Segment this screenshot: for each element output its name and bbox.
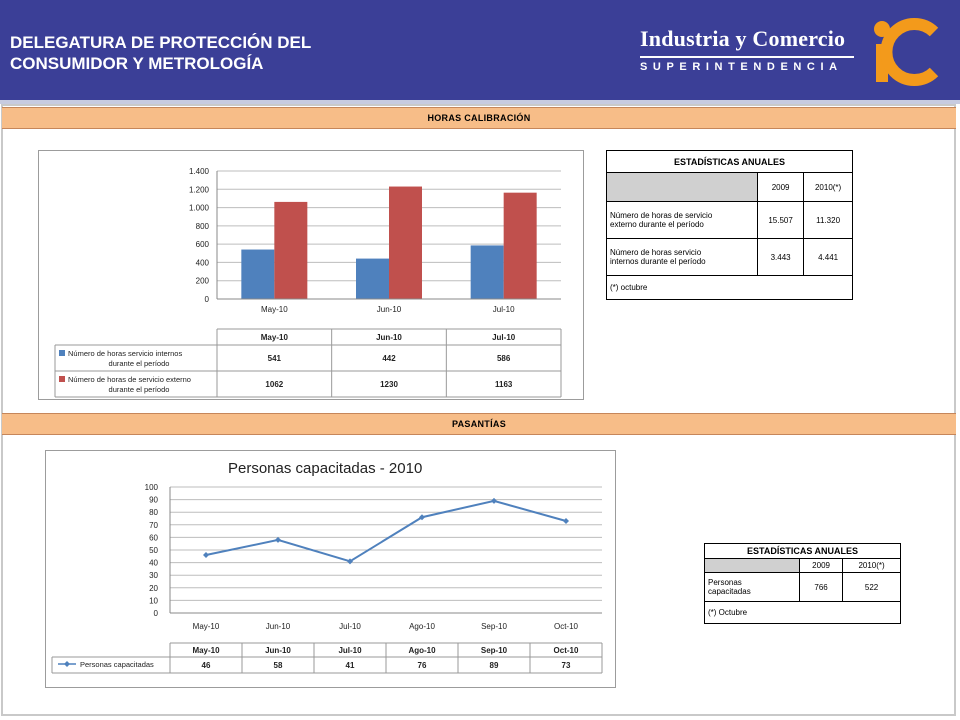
table-value-cell: 1230 bbox=[380, 380, 398, 389]
stats-row-label: Número de horas servicio internos durante el período bbox=[607, 239, 758, 276]
stats-col-2009: 2009 bbox=[758, 173, 804, 202]
stats-value: 11.320 bbox=[804, 202, 853, 239]
x-tick-label: Oct-10 bbox=[553, 622, 579, 631]
x-tick-label: May-10 bbox=[192, 622, 220, 631]
sic-logo-icon bbox=[868, 14, 940, 88]
y-tick-label: 100 bbox=[144, 483, 158, 492]
table-value-cell: 76 bbox=[417, 661, 427, 670]
stats-row-label: Número de horas de servicio externo durante el período bbox=[607, 202, 758, 239]
y-tick-label: 400 bbox=[195, 258, 209, 268]
table-header-cell: Jul-10 bbox=[492, 333, 516, 342]
section-bar-horas: HORAS CALIBRACIÓN bbox=[2, 107, 956, 129]
stats2-value: 766 bbox=[800, 573, 843, 602]
data-point bbox=[203, 552, 209, 558]
stats-table-annual-hours bbox=[606, 150, 853, 300]
legend-swatch bbox=[59, 350, 65, 356]
y-tick-label: 800 bbox=[195, 221, 209, 231]
stats-table-annual-people bbox=[704, 543, 901, 624]
legend-label: Número de horas servicio internos bbox=[68, 349, 183, 358]
title-line-2: CONSUMIDOR Y METROLOGÍA bbox=[10, 54, 264, 73]
table-header-cell: Ago-10 bbox=[408, 646, 436, 655]
legend-label: durante el período bbox=[108, 359, 170, 368]
brand-wordmark bbox=[640, 26, 860, 73]
table-value-cell: 41 bbox=[345, 661, 355, 670]
data-point bbox=[563, 518, 569, 524]
stats2-col-2010: 2010(*) bbox=[843, 559, 901, 573]
y-tick-label: 1.000 bbox=[188, 203, 209, 213]
y-tick-label: 80 bbox=[149, 508, 158, 518]
series-line bbox=[206, 501, 566, 561]
y-tick-label: 1.400 bbox=[188, 167, 209, 176]
y-tick-label: 1.200 bbox=[188, 185, 209, 195]
table-header-cell: Sep-10 bbox=[480, 646, 508, 655]
data-point bbox=[491, 498, 497, 504]
table-value-cell: 541 bbox=[267, 354, 282, 363]
table-value-cell: 586 bbox=[496, 354, 511, 363]
x-tick-label: Jul-10 bbox=[339, 622, 361, 631]
table-header-cell: Jun-10 bbox=[265, 646, 291, 655]
y-tick-label: 30 bbox=[149, 571, 158, 581]
x-tick-label: Jun-10 bbox=[265, 622, 291, 631]
bar bbox=[356, 259, 389, 299]
stats-note: (*) octubre bbox=[607, 276, 853, 300]
y-tick-label: 0 bbox=[204, 295, 209, 304]
title-line-1: DELEGATURA DE PROTECCIÓN DEL bbox=[10, 33, 312, 52]
bar bbox=[274, 202, 307, 299]
y-tick-label: 90 bbox=[149, 495, 158, 505]
line-chart bbox=[46, 451, 615, 687]
stats2-header-blank bbox=[705, 559, 800, 573]
table-header-cell: May-10 bbox=[260, 333, 288, 342]
stats-value: 4.441 bbox=[804, 239, 853, 276]
line-chart-title: Personas capacitadas - 2010 bbox=[228, 460, 423, 477]
y-tick-label: 600 bbox=[195, 240, 209, 250]
x-tick-label: Sep-10 bbox=[481, 622, 507, 631]
brand-line-1: Industria y Comercio bbox=[640, 26, 846, 51]
table-value-cell: 46 bbox=[201, 661, 211, 670]
table-value-cell: 73 bbox=[561, 661, 571, 670]
legend-marker bbox=[64, 661, 70, 667]
y-tick-label: 40 bbox=[149, 558, 158, 568]
x-tick-label: Ago-10 bbox=[409, 622, 435, 631]
legend-label: durante el período bbox=[108, 385, 170, 394]
y-tick-label: 200 bbox=[195, 276, 209, 286]
page-title bbox=[10, 32, 311, 74]
y-tick-label: 10 bbox=[149, 596, 158, 606]
y-tick-label: 0 bbox=[153, 609, 158, 618]
table-value-cell: 1062 bbox=[265, 380, 284, 389]
stats-value: 3.443 bbox=[758, 239, 804, 276]
bar bbox=[389, 187, 422, 299]
y-tick-label: 60 bbox=[149, 533, 158, 543]
y-tick-label: 20 bbox=[149, 583, 158, 593]
stats2-row-label: Personas capacitadas bbox=[705, 573, 800, 602]
table-header-cell: Jul-10 bbox=[338, 646, 362, 655]
table-value-cell: 1163 bbox=[494, 380, 513, 389]
legend-label: Número de horas de servicio externo bbox=[68, 375, 191, 384]
stats-col-2010: 2010(*) bbox=[804, 173, 853, 202]
x-tick-label: Jun-10 bbox=[376, 305, 402, 314]
line-chart-box bbox=[45, 450, 616, 688]
bar bbox=[241, 250, 274, 299]
stats-header-blank bbox=[607, 173, 758, 202]
table-header-cell: Jun-10 bbox=[376, 333, 402, 342]
section-bar-pasantias: PASANTÍAS bbox=[2, 413, 956, 435]
stats2-title: ESTADÍSTICAS ANUALES bbox=[705, 544, 901, 559]
legend-swatch bbox=[59, 376, 65, 382]
header-banner bbox=[0, 0, 960, 100]
bar-chart-box bbox=[38, 150, 584, 400]
table-value-cell: 58 bbox=[273, 661, 283, 670]
x-tick-label: May-10 bbox=[260, 305, 288, 314]
table-value-cell: 89 bbox=[489, 661, 499, 670]
x-tick-label: Jul-10 bbox=[492, 305, 515, 314]
bar bbox=[504, 193, 537, 299]
stats2-col-2009: 2009 bbox=[800, 559, 843, 573]
y-tick-label: 70 bbox=[149, 520, 158, 530]
stats-title: ESTADÍSTICAS ANUALES bbox=[607, 151, 853, 173]
bar bbox=[471, 245, 504, 299]
brand-divider bbox=[640, 56, 854, 58]
stats2-value: 522 bbox=[843, 573, 901, 602]
table-header-cell: May-10 bbox=[192, 646, 220, 655]
brand-line-2: SUPERINTENDENCIA bbox=[640, 61, 843, 73]
stats-value: 15.507 bbox=[758, 202, 804, 239]
legend-label: Personas capacitadas bbox=[80, 660, 154, 669]
bar-chart bbox=[39, 151, 583, 399]
table-value-cell: 442 bbox=[382, 354, 396, 363]
y-tick-label: 50 bbox=[149, 546, 158, 555]
stats2-note: (*) Octubre bbox=[705, 602, 901, 624]
table-header-cell: Oct-10 bbox=[553, 646, 579, 655]
